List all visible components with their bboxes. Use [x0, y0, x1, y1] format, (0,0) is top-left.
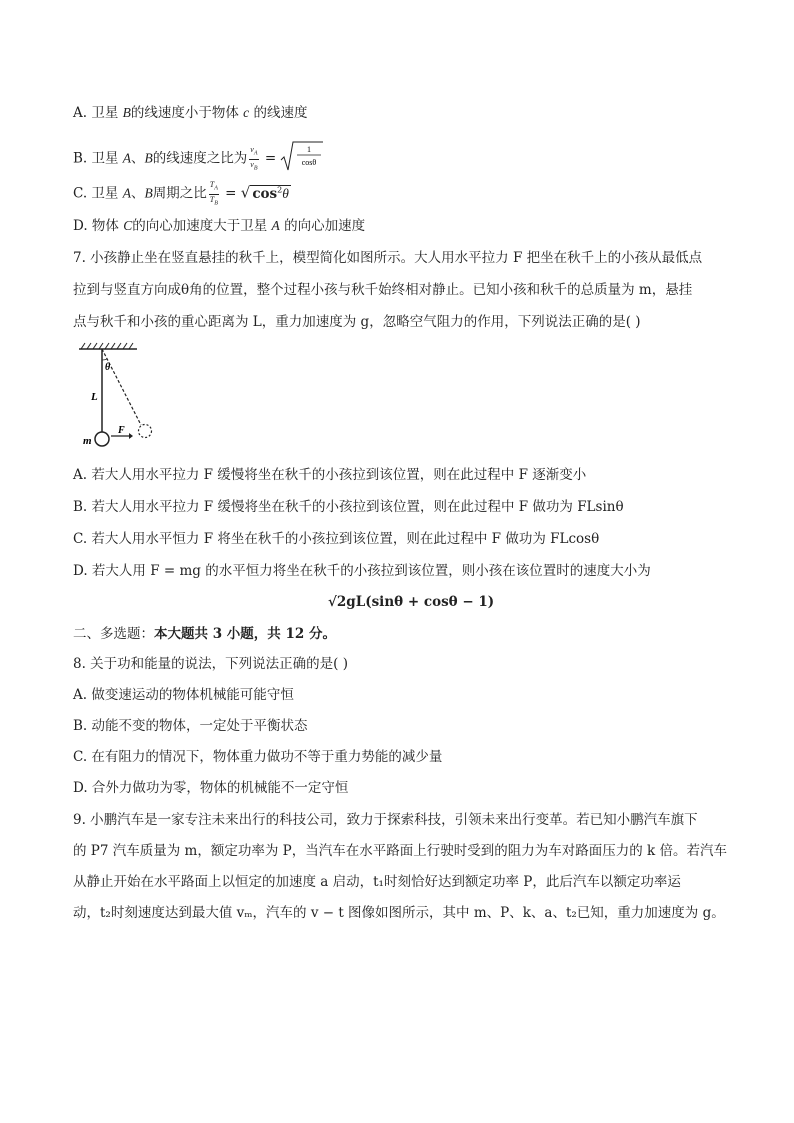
q9-stem-line4: 动，t₂时刻速度达到最大值 vₘ，汽车的 v − t 图像如图所示，其中 m、P、k、a、t₂已知，重力加速度为 g。: [73, 905, 725, 921]
text: B. 卫星: [73, 150, 123, 167]
q8-option-a: A. 做变速运动的物体机械能可能守恒: [73, 687, 294, 703]
num-sub: A: [253, 150, 258, 157]
text: 的线速度: [249, 105, 308, 121]
q7-option-a: A. 若大人用水平拉力 F 缓慢将坐在秋千的小孩拉到该位置，则在此过程中 F 逐渐变小: [73, 467, 587, 483]
den-sub: B: [214, 200, 218, 207]
q6-option-b: [73, 140, 324, 178]
q7-stem-line3: 点与秋千和小孩的重心距离为 L，重力加速度为 g，忽略空气阻力的作用，下列说法正确的是( ): [73, 314, 641, 330]
var: C: [123, 218, 133, 233]
frac-num: [209, 180, 219, 195]
num-var: v: [250, 144, 254, 154]
theta: θ: [282, 185, 289, 201]
den-var: T: [209, 194, 215, 204]
q6-option-d: [73, 216, 365, 236]
length-label: L: [91, 391, 98, 403]
mass-label: m: [83, 435, 92, 447]
var: A: [122, 150, 132, 166]
frac-num: [249, 145, 258, 160]
den-sub: B: [253, 165, 258, 172]
text: 、: [131, 150, 145, 167]
var: B: [122, 105, 131, 120]
q6-option-c: [73, 180, 291, 208]
q9-stem-line1: 9. 小鹏汽车是一家专注未来出行的科技公司，致力于探索科技，引领未来出行变革。若已知小鹏汽车旗下: [73, 812, 698, 828]
text: 的向心加速度: [279, 218, 366, 234]
var: c: [243, 105, 250, 120]
var: B: [144, 185, 153, 201]
sqrt-sign-icon: [280, 140, 324, 172]
num-var: T: [209, 180, 215, 189]
q9-stem-line3: 从静止开始在水平路面上以恒定的加速度 a 启动，t₁时刻恰好达到额定功率 P，此后汽车以额定功率运: [73, 874, 681, 890]
den-var: v: [250, 159, 254, 169]
section-desc: 本大题共 3 小题，共 12 分。: [154, 626, 336, 642]
exp: 2: [277, 185, 283, 195]
inner-den: cosθ: [302, 158, 317, 167]
period-ratio-fraction: [209, 180, 219, 208]
velocity-ratio-fraction: [249, 145, 258, 173]
text: 的向心加速度大于卫星: [132, 218, 272, 234]
theta-label: θ: [105, 362, 111, 373]
cos-text: cos: [252, 185, 278, 202]
num-sub: A: [214, 185, 218, 192]
text: =: [260, 150, 281, 167]
text: 的线速度小于物体: [130, 105, 244, 121]
q8-option-b: B. 动能不变的物体，一定处于平衡状态: [73, 718, 308, 734]
text: D. 物体: [73, 218, 124, 234]
force-label: F: [118, 425, 125, 436]
sqrt-formula: [280, 140, 324, 178]
q7-stem-line2: 拉到与竖直方向成θ角的位置，整个过程小孩与秋千始终相对静止。已知小孩和秋千的总质量为 m，悬挂: [73, 282, 693, 298]
q9-stem-line2: 的 P7 汽车质量为 m，额定功率为 P，当汽车在水平路面上行驶时受到的阻力为车对路面压力的 k 倍。若汽车: [73, 843, 727, 859]
inner-num: 1: [307, 145, 312, 154]
sqrt-sign: √: [240, 183, 251, 202]
text: A. 卫星: [73, 105, 123, 121]
bob-lowest: [95, 432, 109, 446]
frac-den: [209, 195, 219, 209]
q8-stem: 8. 关于功和能量的说法，下列说法正确的是( ): [73, 656, 348, 672]
sqrt-body: [250, 185, 291, 202]
section-header: [73, 624, 336, 644]
var: A: [271, 218, 280, 233]
q7-option-b: B. 若大人用水平拉力 F 缓慢将坐在秋千的小孩拉到该位置，则在此过程中 F 做功为 FLsinθ: [73, 499, 624, 515]
q6-option-a: [73, 103, 307, 123]
bob-displaced: [139, 425, 152, 438]
force-arrowhead-icon: [129, 433, 133, 439]
text: C. 卫星: [73, 185, 123, 202]
q7-option-d: D. 若大人用 F = mg 的水平恒力将坐在秋千的小孩拉到该位置，则小孩在该位置时的速度大小为: [73, 563, 651, 579]
frac-den: [249, 160, 258, 174]
text: 、: [130, 185, 145, 202]
q7-option-d-formula: √2gL(sinθ + cosθ − 1): [328, 594, 495, 610]
q7-stem-line1: 7. 小孩静止坐在竖直悬挂的秋千上，模型简化如图所示。大人用水平拉力 F 把坐在秋千上的小孩从最低点: [73, 250, 703, 266]
q7-option-c: C. 若大人用水平恒力 F 将坐在秋千的小孩拉到该位置，则在此过程中 F 做功为 FLcosθ: [73, 531, 600, 547]
q8-option-d: D. 合外力做功为零，物体的机械能不一定守恒: [73, 780, 349, 796]
section-title: 二、多选题：: [73, 626, 154, 642]
pendulum-figure: [75, 340, 155, 450]
ceiling-hatch: [81, 343, 133, 349]
var: B: [144, 150, 153, 166]
text: =: [220, 185, 241, 202]
text: 周期之比: [152, 185, 207, 202]
var: A: [122, 185, 131, 201]
q8-option-c: C. 在有阻力的情况下，物体重力做功不等于重力势能的减少量: [73, 749, 443, 765]
text: 的线速度之比为: [152, 150, 248, 167]
rope-displaced: [102, 349, 141, 425]
